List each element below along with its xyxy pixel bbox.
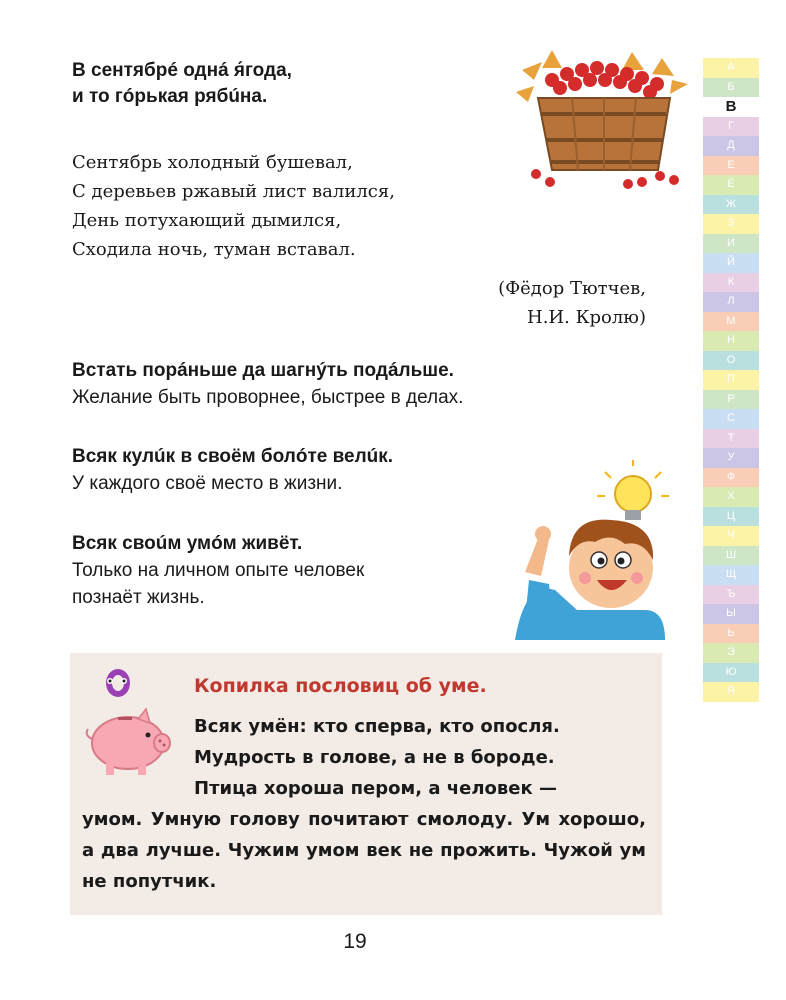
alphabet-tab-26[interactable]: Щ [703, 565, 759, 585]
alphabet-tab-1[interactable]: Б [703, 78, 759, 98]
alphabet-index [703, 58, 759, 702]
alphabet-tab-4[interactable]: Д [703, 136, 759, 156]
proverb-meaning: Желание быть проворнее, быстрее в делах. [72, 387, 464, 408]
poem-line: Сентябрь холодный бушевал, [72, 152, 353, 173]
lightbulb-icon [597, 460, 669, 520]
alphabet-tab-13[interactable]: М [703, 312, 759, 332]
alphabet-tab-16[interactable]: П [703, 370, 759, 390]
alphabet-tab-20[interactable]: У [703, 448, 759, 468]
alphabet-tab-25[interactable]: Ш [703, 546, 759, 566]
page-number: 19 [343, 930, 367, 953]
poem-line: День потухающий дымился, [72, 210, 342, 231]
alphabet-tab-22[interactable]: Х [703, 487, 759, 507]
boy-with-lightbulb-illustration [515, 460, 675, 640]
alphabet-tab-9[interactable]: И [703, 234, 759, 254]
proverb-own-mind [72, 530, 364, 611]
alphabet-tab-31[interactable]: Ю [703, 663, 759, 683]
alphabet-tab-23[interactable]: Ц [703, 507, 759, 527]
alphabet-tab-0[interactable]: А [703, 58, 759, 78]
alphabet-tab-18[interactable]: С [703, 409, 759, 429]
poem-attribution [498, 274, 646, 332]
rowan-basket-illustration [512, 40, 690, 190]
proverb-title: Встать порáньше да шагнýть подáльше. [72, 360, 454, 381]
proverb-sandpiper [72, 443, 393, 497]
poem-line: С деревьев ржавый лист валился, [72, 181, 395, 202]
proverb-title: Всяк своúм умóм живёт. [72, 533, 303, 554]
alphabet-tab-3[interactable]: Г [703, 117, 759, 137]
proverb-meaning: познаёт жизнь. [72, 587, 205, 608]
poem [72, 148, 395, 264]
alphabet-tab-27[interactable]: Ъ [703, 585, 759, 605]
proverb-line: и то гóрькая рябúна. [72, 86, 268, 107]
alphabet-tab-28[interactable]: Ы [703, 604, 759, 624]
piggy-box-line: Мудрость в голове, а не в бороде. [194, 747, 555, 768]
alphabet-tab-10[interactable]: Й [703, 253, 759, 273]
alphabet-tab-24[interactable]: Ч [703, 526, 759, 546]
alphabet-tab-21[interactable]: Ф [703, 468, 759, 488]
piggy-box-line: Птица хороша пером, а человек — [194, 778, 557, 799]
proverb-title: Всяк кулúк в своём болóте велúк. [72, 446, 394, 467]
piggy-box-text [82, 711, 646, 897]
piggy-box-rest: умом. Умную голову почитают смолоду. Ум хорошо, а два лучше. Чужим умом век не прожить. Чужой ум не попутчик. [82, 809, 646, 892]
alphabet-tab-5[interactable]: Е [703, 156, 759, 176]
alphabet-tab-29[interactable]: Ь [703, 624, 759, 644]
attribution-line: Н.И. Кролю) [527, 307, 646, 328]
proverb-piggy-bank-box [70, 653, 662, 915]
proverb-early [72, 357, 463, 411]
proverb-meaning: У каждого своё место в жизни. [72, 473, 343, 494]
attribution-line: (Фёдор Тютчев, [498, 278, 646, 299]
alphabet-tab-12[interactable]: Л [703, 292, 759, 312]
piggy-box-title: Копилка пословиц об уме. [194, 675, 487, 697]
alphabet-tab-32[interactable]: Я [703, 682, 759, 702]
alphabet-tab-19[interactable]: Т [703, 429, 759, 449]
alphabet-tab-6[interactable]: Ё [703, 175, 759, 195]
alphabet-tab-2[interactable]: В [703, 97, 759, 117]
alphabet-tab-15[interactable]: О [703, 351, 759, 371]
alphabet-tab-14[interactable]: Н [703, 331, 759, 351]
alphabet-tab-17[interactable]: Р [703, 390, 759, 410]
poem-line: Сходила ночь, туман вставал. [72, 239, 356, 260]
proverb-line: В сентябрé однá я́года, [72, 60, 292, 81]
alphabet-tab-30[interactable]: Э [703, 643, 759, 663]
alphabet-tab-8[interactable]: З [703, 214, 759, 234]
proverb-meaning: Только на личном опыте человек [72, 560, 365, 581]
piggy-box-line: Всяк умён: кто сперва, кто опосля. [194, 716, 560, 737]
alphabet-tab-11[interactable]: К [703, 273, 759, 293]
alphabet-tab-7[interactable]: Ж [703, 195, 759, 215]
